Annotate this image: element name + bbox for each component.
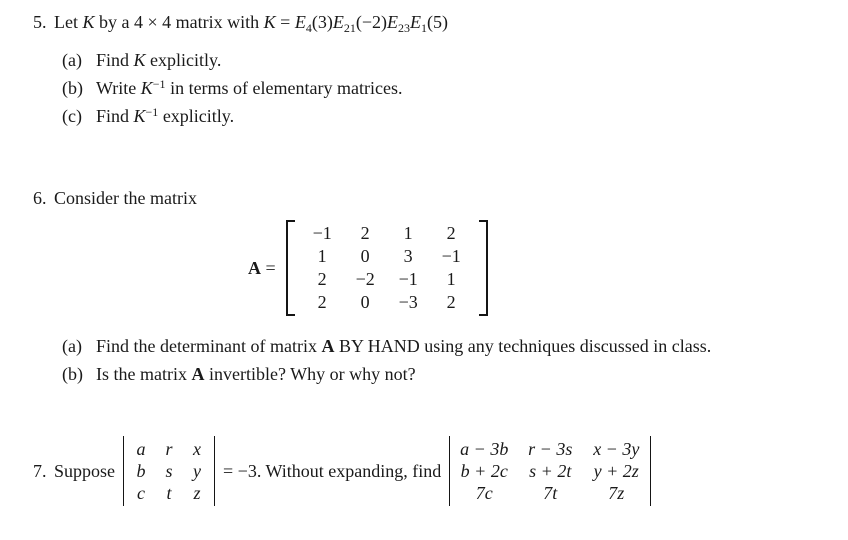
text-run: Is the matrix <box>96 364 192 384</box>
determinant-cell: z <box>193 483 201 503</box>
text-run: Find the determinant of matrix <box>96 336 322 356</box>
determinant-cell: r <box>165 439 173 459</box>
matrix-equation <box>248 220 848 316</box>
math-var-K: K <box>82 12 95 32</box>
problem-5 <box>33 0 848 130</box>
math-var-K: K <box>133 50 146 70</box>
determinant-cell: b <box>136 461 146 481</box>
problem-7 <box>33 436 848 506</box>
determinant-cell: r − 3s <box>528 439 573 459</box>
matrix-left-bracket <box>286 220 295 316</box>
matrix-cell: 1 <box>317 246 327 266</box>
equals-sign: = <box>265 257 276 278</box>
math-subscript: 1 <box>420 21 427 35</box>
text-run: BY HAND using any techniques discussed in class. <box>334 336 712 356</box>
determinant-cell: y + 2z <box>593 461 639 481</box>
problem-5-items <box>62 46 848 130</box>
math-superscript: −1 <box>152 77 166 91</box>
math-arg: (−2) <box>355 12 387 32</box>
matrix-cell: 2 <box>446 223 456 243</box>
problem-6-statement <box>33 186 848 210</box>
problem-5-item-c <box>62 102 848 130</box>
matrix-name <box>248 258 276 279</box>
determinant-cell: b + 2c <box>460 461 508 481</box>
math-arg: (3) <box>311 12 333 32</box>
item-label: (c) <box>62 106 82 126</box>
determinant-cell: s + 2t <box>529 461 572 481</box>
text-run: Suppose <box>54 460 116 481</box>
math-var-K: K <box>263 12 276 32</box>
determinant-1 <box>123 436 215 506</box>
problem-6 <box>33 186 848 388</box>
math-var-E: E <box>294 12 306 32</box>
math-subscript: 23 <box>397 21 410 35</box>
text-run: Find <box>96 50 134 70</box>
matrix-cell: −1 <box>441 246 461 266</box>
determinant-cell: 7t <box>543 483 558 503</box>
matrix-cell: −1 <box>398 269 418 289</box>
text-run: Consider the matrix <box>54 188 197 208</box>
determinant-cell: c <box>137 483 146 503</box>
problem-5-number: 5. <box>33 12 47 32</box>
math-var-K: K <box>140 78 153 98</box>
math-var-E: E <box>332 12 344 32</box>
math-var-A-bold: A <box>248 257 261 278</box>
determinant-2-grid <box>456 438 644 504</box>
text-run: = −3. Without expanding, find <box>223 460 442 481</box>
determinant-cell: s <box>165 461 173 481</box>
problem-6-number: 6. <box>33 188 47 208</box>
math-var-K: K <box>133 106 146 126</box>
determinant-cell: a <box>136 439 146 459</box>
problem-6-items <box>62 332 848 388</box>
math-var-E: E <box>409 12 421 32</box>
text-run: = <box>275 12 295 32</box>
problem-5-statement <box>33 10 848 34</box>
problem-6-item-a <box>62 332 848 360</box>
matrix-cell: 2 <box>317 269 327 289</box>
matrix-cell: 2 <box>446 292 456 312</box>
text-run: Let <box>54 12 83 32</box>
determinant-cell: t <box>166 483 172 503</box>
item-label: (b) <box>62 78 83 98</box>
matrix-cell: 0 <box>360 246 370 266</box>
determinant-cell: 7c <box>475 483 493 503</box>
problem-7-number: 7. <box>33 460 47 481</box>
matrix-cell: −3 <box>398 292 418 312</box>
text-run: in terms of elementary matrices. <box>165 78 403 98</box>
determinant-1-grid <box>130 438 208 504</box>
text-run: Write <box>96 78 141 98</box>
determinant-cell: x − 3y <box>593 439 640 459</box>
text-run: explicitly. <box>145 50 222 70</box>
math-subscript: 4 <box>305 21 312 35</box>
item-label: (a) <box>62 336 82 356</box>
item-label: (a) <box>62 50 82 70</box>
math-var-A-bold: A <box>321 336 335 356</box>
math-subscript: 21 <box>343 21 356 35</box>
matrix-cell: 2 <box>360 223 370 243</box>
problem-6-item-b <box>62 360 848 388</box>
matrix-cell: 1 <box>403 223 413 243</box>
matrix-cell: 0 <box>360 292 370 312</box>
problem-5-item-a <box>62 46 848 74</box>
text-run: explicitly. <box>158 106 235 126</box>
matrix-cell: −1 <box>312 223 332 243</box>
problem-5-item-b <box>62 74 848 102</box>
text-run: Find <box>96 106 134 126</box>
math-arg: (5) <box>426 12 448 32</box>
math-var-E: E <box>386 12 398 32</box>
determinant-cell: x <box>193 439 202 459</box>
determinant-cell: y <box>193 461 202 481</box>
math-superscript: −1 <box>145 105 159 119</box>
item-label: (b) <box>62 364 83 384</box>
matrix-cell: −2 <box>355 269 375 289</box>
matrix-right-bracket <box>479 220 488 316</box>
determinant-cell: a − 3b <box>460 439 509 459</box>
matrix-cell: 3 <box>403 246 413 266</box>
determinant-2 <box>449 436 651 506</box>
matrix-cell: 1 <box>446 269 456 289</box>
matrix-A <box>295 220 479 316</box>
determinant-cell: 7z <box>608 483 625 503</box>
matrix-cell: 2 <box>317 292 327 312</box>
text-run: by a 4 × 4 matrix with <box>94 12 264 32</box>
math-var-A-bold: A <box>191 364 205 384</box>
text-run: invertible? Why or why not? <box>204 364 416 384</box>
